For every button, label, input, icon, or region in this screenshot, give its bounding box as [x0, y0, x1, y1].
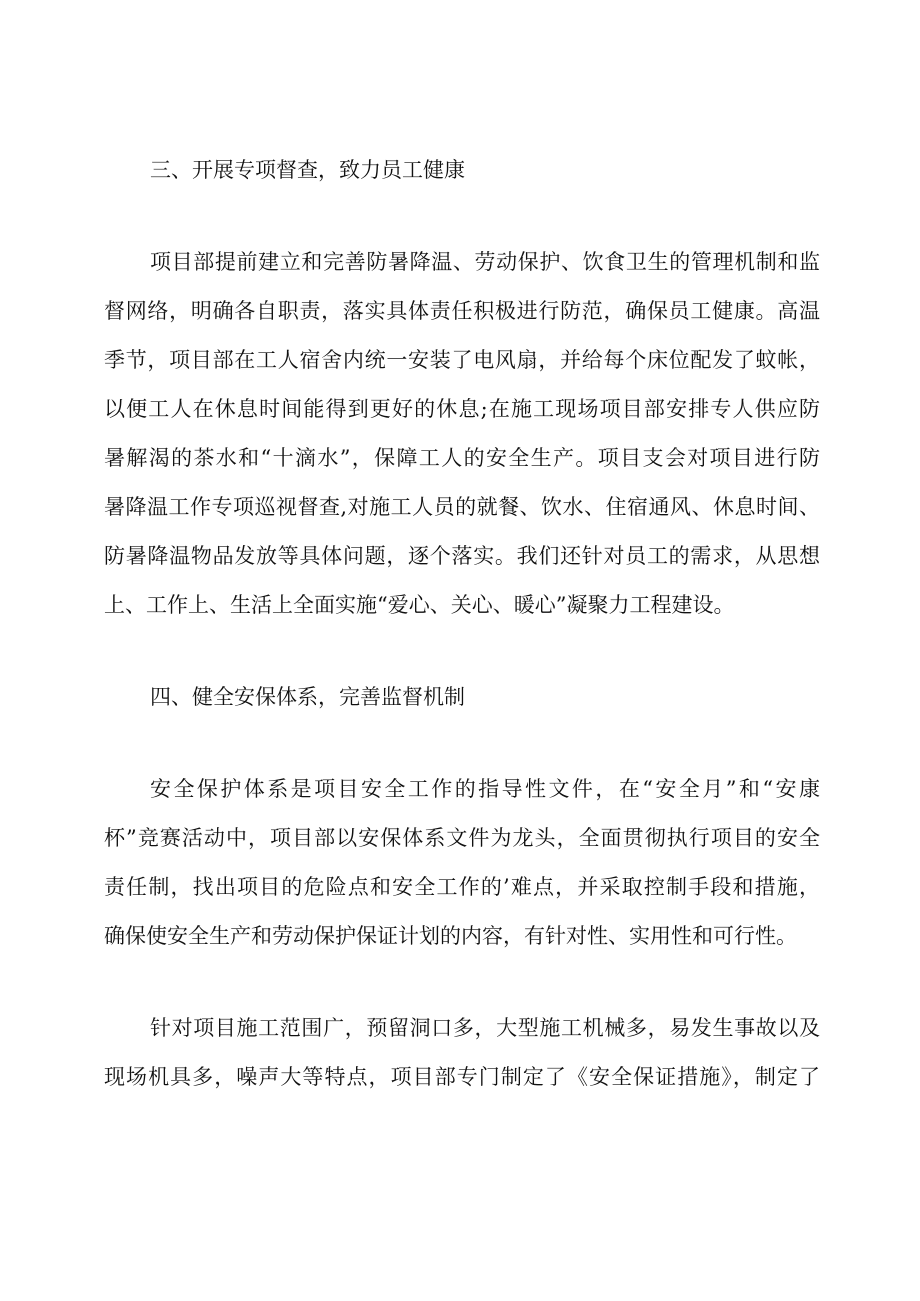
paragraph-line: 以便工人在休息时间能得到更好的休息;在施工现场项目部安排专人供应防 — [104, 397, 820, 421]
paragraph-line: 督网络，明确各自职责，落实具体责任积极进行防范，确保员工健康。高温 — [104, 299, 820, 323]
paragraph-line: 针对项目施工范围广，预留洞口多，大型施工机械多，易发生事故以及 — [150, 1016, 820, 1040]
paragraph-line: 杯”竞赛活动中，项目部以安保体系文件为龙头，全面贯彻执行项目的安全 — [104, 826, 820, 850]
paragraph-line: 季节，项目部在工人宿舍内统一安装了电风扇，并给每个床位配发了蚊帐， — [104, 348, 820, 372]
paragraph-line: 防暑降温物品发放等具体问题，逐个落实。我们还针对员工的需求，从思想 — [104, 544, 820, 568]
section-3-heading: 三、开展专项督查，致力员工健康 — [150, 158, 465, 182]
paragraph-line: 确保使安全生产和劳动保护保证计划的内容，有针对性、实用性和可行性。 — [104, 924, 797, 948]
paragraph-line: 上、工作上、生活上全面实施“爱心、关心、暖心”凝聚力工程建设。 — [104, 593, 735, 617]
paragraph-line: 暑解渴的茶水和“十滴水”，保障工人的安全生产。项目支会对项目进行防 — [104, 446, 820, 470]
paragraph-line: 安全保护体系是项目安全工作的指导性文件，在“安全月”和“安康 — [150, 777, 820, 801]
paragraph-line: 现场机具多，噪声大等特点，项目部专门制定了《安全保证措施》，制定了 — [104, 1065, 820, 1089]
paragraph-line: 责任制，找出项目的危险点和安全工作的’难点，并采取控制手段和措施， — [104, 875, 820, 899]
paragraph-line: 项目部提前建立和完善防暑降温、劳动保护、饮食卫生的管理机制和监 — [150, 250, 820, 274]
paragraph-line: 暑降温工作专项巡视督查,对施工人员的就餐、饮水、住宿通风、休息时间、 — [104, 495, 820, 519]
section-4-heading: 四、健全安保体系，完善监督机制 — [150, 685, 465, 709]
